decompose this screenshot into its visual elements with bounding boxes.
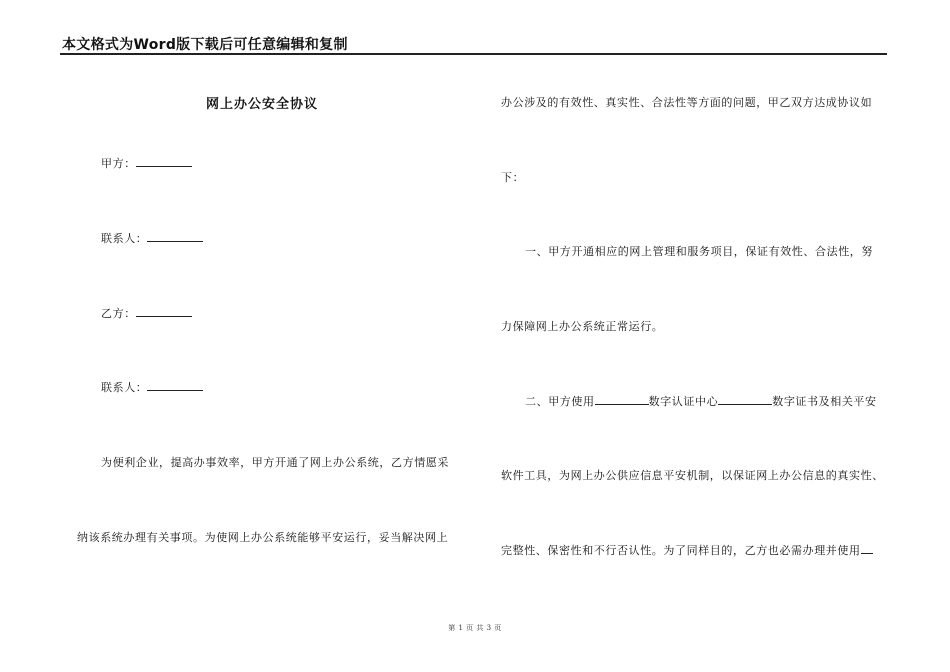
clause-2-text: 数字证书及相关平安 bbox=[772, 395, 877, 408]
contact-1-label: 联系人： bbox=[101, 232, 148, 245]
contact-2-label: 联系人： bbox=[101, 381, 148, 394]
paragraph-line: 纳该系统办理有关事项。为使网上办公系统能够平安运行，妥当解决网上 bbox=[77, 531, 449, 544]
clause-1-line: 力保障网上办公系统正常运行。 bbox=[501, 320, 664, 333]
clause-2-text: 完整性、保密性和不行否认性。为了同样目的，乙方也必需办理并使用 bbox=[501, 544, 861, 557]
party-b-blank bbox=[136, 306, 192, 317]
party-a-blank bbox=[136, 156, 192, 167]
contact-1-line bbox=[101, 230, 203, 246]
fill-blank bbox=[861, 543, 873, 554]
paragraph-line: 下： bbox=[501, 171, 525, 184]
clause-2-line bbox=[501, 542, 873, 558]
page-number: 第 1 页 共 3 页 bbox=[448, 624, 502, 632]
paragraph-line: 办公涉及的有效性、真实性、合法性等方面的问题，甲乙双方达成协议如 bbox=[501, 96, 873, 109]
party-a-line bbox=[101, 155, 192, 171]
document-title: 网上办公安全协议 bbox=[205, 97, 318, 112]
party-a-label: 甲方： bbox=[101, 157, 136, 170]
clause-2-text: 数字认证中心 bbox=[648, 395, 719, 408]
party-b-label: 乙方： bbox=[101, 307, 136, 320]
paragraph-line: 为便利企业，提高办事效率，甲方开通了网上办公系统，乙方情愿采 bbox=[101, 456, 449, 469]
contact-1-blank bbox=[147, 231, 203, 242]
party-b-line bbox=[101, 305, 192, 321]
header-divider bbox=[60, 53, 887, 55]
clause-2-line: 软件工具，为网上办公供应信息平安机制，以保证网上办公信息的真实性、 bbox=[501, 469, 884, 482]
clause-1-line: 一、甲方开通相应的网上管理和服务项目，保证有效性、合法性，努 bbox=[525, 245, 873, 258]
contact-2-blank bbox=[147, 380, 203, 391]
contact-2-line bbox=[101, 379, 203, 395]
fill-blank bbox=[718, 394, 772, 405]
clause-2-text: 二、甲方使用 bbox=[525, 395, 595, 408]
fill-blank bbox=[595, 394, 649, 405]
document-header-note: 本文格式为Word版下载后可任意编辑和复制 bbox=[62, 37, 348, 53]
clause-2-line bbox=[525, 393, 877, 409]
